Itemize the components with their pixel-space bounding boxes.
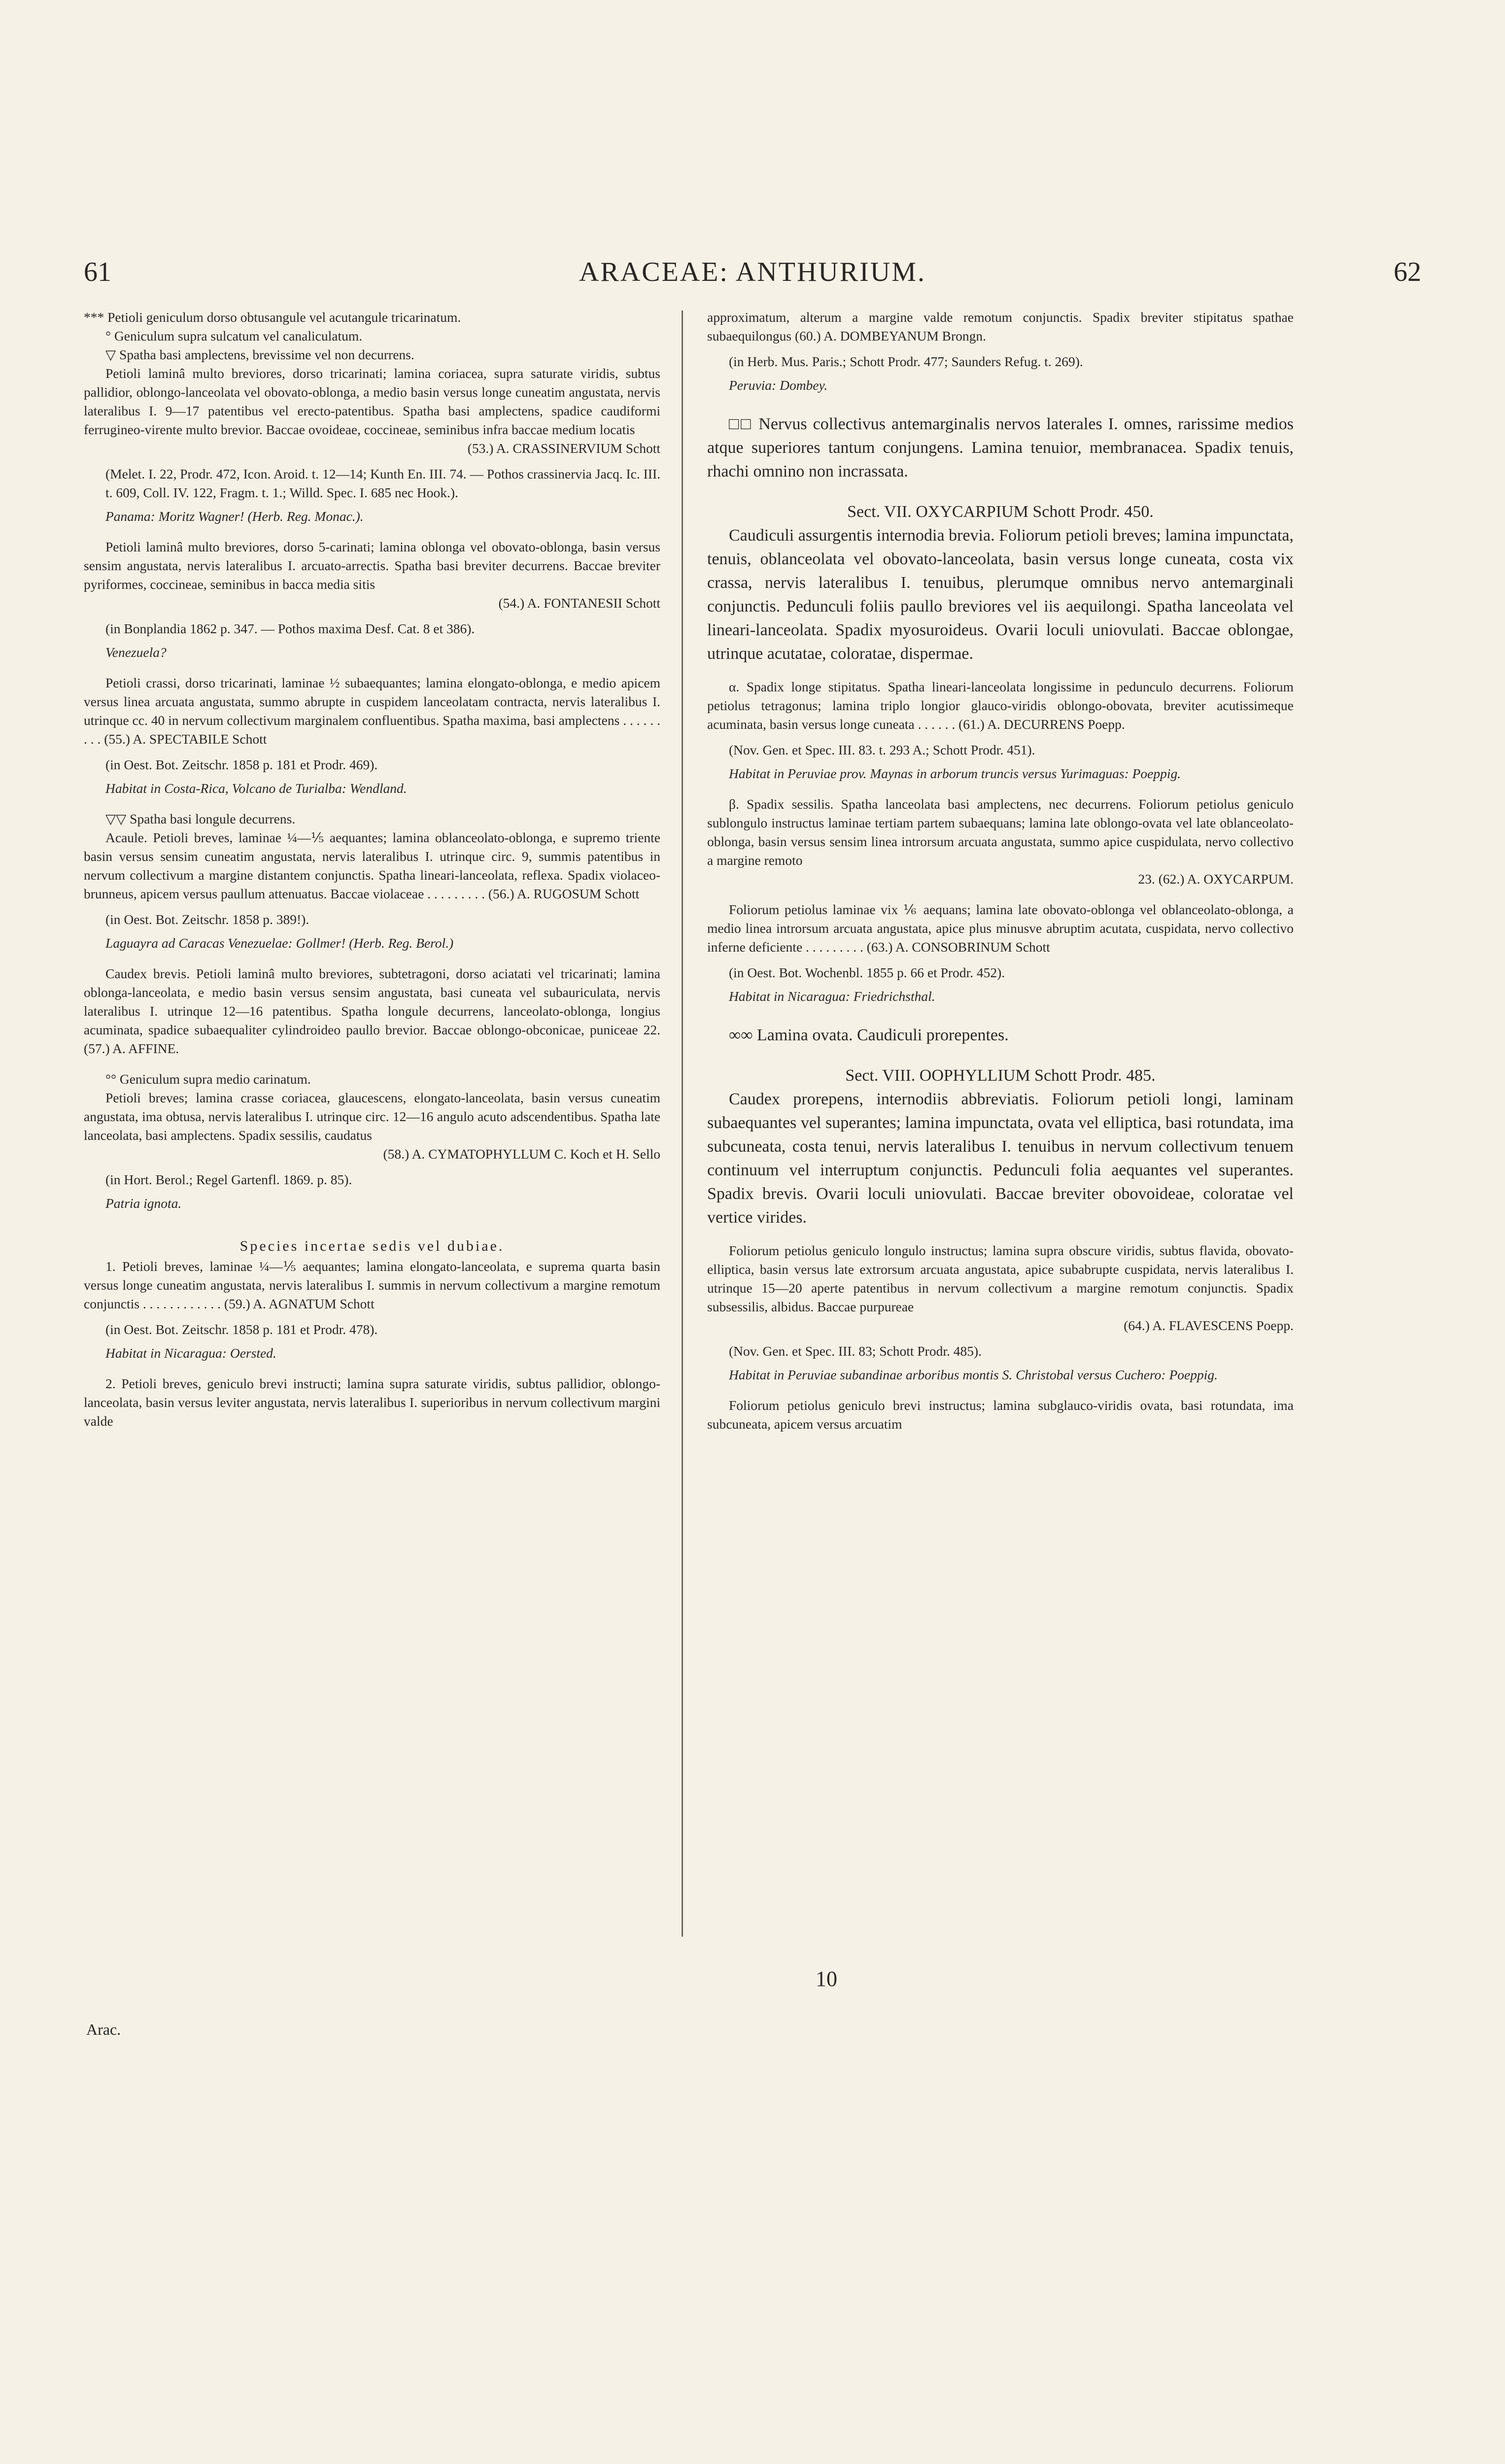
left-text-block: Caudex brevis. Petioli laminâ multo breviores, subtetragoni, dorso aciatati vel tricarinati; lamina oblonga-lanceolata, e medio basin versus sensim angustata, basi cuneata vel subauriculata, nervis lateralibus I. utrinque 12—16 patentibus. Spatha longule decurrens, lanceolato-oblonga, longius acuminata, spadice subaequaliter cylindroideo paullo brevior. Baccae oblongo-obconicae, puniceae 22. (57.) A. AFFINE. [84, 966, 660, 1056]
right-text-block: Foliorum petiolus geniculo brevi instructus; lamina subglauco-viridis ovata, basi rotundata, ima subcuneata, apicem versus arcuatim [707, 1398, 1294, 1432]
right-text-block: Peruvia: Dombey. [729, 377, 828, 393]
right-text-block: (Nov. Gen. et Spec. III. 83; Schott Prodr. 485). [729, 1343, 982, 1359]
right-text-block: (64.) A. FLAVESCENS Poepp. [1124, 1318, 1294, 1333]
right-text-block: Foliorum petiolus geniculo longulo instructus; lamina supra obscure viridis, subtus flavida, obovato-elliptica, basin versus late extrorsum arcuata angustata, apice subabrupte cuspidata, nervis lateralibus I. utrinque 15—20 aperte patentibus in nervum collectivum a margine remotum conjunctis. Spadix subsessilis, albidus. Baccae purpureae [707, 1243, 1294, 1314]
left-text-block: (in Oest. Bot. Zeitschr. 1858 p. 181 et Prodr. 469). [105, 757, 378, 772]
left-text-block: 2. Petioli breves, geniculo brevi instructi; lamina supra saturate viridis, subtus pallidior, oblongo-lanceolata, basin versus leviter angustata, nervis lateralibus I. superioribus in nervum collectivum margini valde [84, 1376, 660, 1429]
signature-mark: Arac. [86, 2020, 121, 2038]
right-text-block: approximatum, alterum a margine valde remotum conjunctis. Spadix breviter stipitatus spathae subaequilongus (60.) A. DOMBEYANUM Brongn. [707, 309, 1294, 343]
left-text-block: Acaule. Petioli breves, laminae ¼—⅕ aequantes; lamina oblanceolato-oblonga, e supremo triente basin versus sensim cuneatim angustata, nervis lateralibus I. utrinque circ. 9, summis patentibus in nervum collectivum a margine distantem conjunctis. Spatha lineari-lanceolata, reflexa. Spadix violaceo-brunneus, apicem versus paullum attenuatus. Baccae violaceae . . . . . . . . . (56.) A. RUGOSUM Schott [84, 830, 660, 901]
left-text-block: Petioli crassi, dorso tricarinati, laminae ½ subaequantes; lamina elongato-oblonga, e medio apicem versus linea arcuata angustata, summo abrupte in cuspidem lanceolatam contracta, nervis lateralibus I. utrinque cc. 40 in nervum collectivum marginalem confluentibus. Spatha maxima, basi amplectens . . . . . . . . . (55.) A. SPECTABILE Schott [84, 675, 660, 747]
left-column [84, 308, 660, 1431]
left-text-block: (54.) A. FONTANESII Schott [498, 595, 660, 611]
page-header [84, 256, 1421, 291]
left-text-block: 1. Petioli breves, laminae ¼—⅕ aequantes; lamina elongato-lanceolata, e suprema quarta basin versus longe cuneatim angustata, nervis lateralibus I. summis in nervum collectivum a margine remotum conjunctis . . . . . . . . . . . . (59.) A. AGNATUM Schott [84, 1259, 660, 1311]
right-text-block: (in Herb. Mus. Paris.; Schott Prodr. 477; Saunders Refug. t. 269). [729, 354, 1083, 369]
left-text-block: (in Hort. Berol.; Regel Gartenfl. 1869. p. 85). [105, 1172, 352, 1187]
left-text-block: Petioli laminâ multo breviores, dorso 5-carinati; lamina oblonga vel obovato-oblonga, basin versus sensim angustata, nervis lateralibus I. arcuato-arrectis. Spatha basi breviter decurrens. Baccae breviter pyriformes, coccineae, seminibus in bacca media sitis [84, 539, 660, 592]
right-column [707, 308, 1294, 1434]
right-text-block: □□ Nervus collectivus antemarginalis nervos laterales I. omnes, rarissime medios atque superiores tantum conjungens. Lamina tenuior, membranacea. Spadix tenuis, rhachi omnino non incrassata. [707, 415, 1294, 480]
page-number-right: 62 [1394, 257, 1421, 287]
column-divider [682, 310, 683, 1937]
right-text-block: Habitat in Nicaragua: Friedrichsthal. [729, 989, 935, 1004]
right-text-block: ∞∞ Lamina ovata. Caudiculi prorepentes. [729, 1026, 1009, 1044]
left-text-block: (Melet. I. 22, Prodr. 472, Icon. Aroid. t. 12—14; Kunth En. III. 74. — Pothos crassinervia Jacq. Ic. III. t. 609, Coll. IV. 122, Fragm. t. 1.; Willd. Spec. I. 685 nec Hook.). [105, 466, 660, 500]
left-text-block: Laguayra ad Caracas Venezuelae: Gollmer! (Herb. Reg. Berol.) [105, 935, 454, 951]
left-text-block: Venezuela? [105, 645, 167, 660]
left-text-block: Habitat in Costa-Rica, Volcano de Turialba: Wendland. [105, 781, 407, 796]
left-text-block: Patria ignota. [105, 1196, 182, 1211]
right-text-block: Caudex prorepens, internodiis abbreviatis. Foliorum petioli longi, laminam subaequantes vel superantes; lamina impunctata, ovata vel elliptica, basi rotundata, ima subcuneata, costa tenui, nervis lateralibus I. tenuibus in nervum collectivum tenuem continuum vel interruptum conjunctis. Pedunculi folia aequantes vel superantes. Spadix brevis. Ovarii loculi uniovulati. Baccae breviter obovoideae, coloratae vel vertice virides. [707, 1090, 1294, 1227]
sheet-number: 10 [816, 1967, 837, 1991]
left-text-block: Panama: Moritz Wagner! (Herb. Reg. Monac.). [105, 509, 364, 524]
left-text-block: (58.) A. CYMATOPHYLLUM C. Koch et H. Sello [383, 1146, 660, 1162]
right-text-block: α. Spadix longe stipitatus. Spatha lineari-lanceolata longissime in pedunculo decurrens. Foliorum petiolus tetragonus; lamina triplo longior glauco-viridis oblongo-obovata, breviter acutissimeque acuminata, basin versus longe cuneata . . . . . . (61.) A. DECURRENS Poepp. [707, 679, 1294, 732]
left-text-block: ▽ Spatha basi amplectens, brevissime vel non decurrens. [105, 347, 414, 362]
left-text-block: Habitat in Nicaragua: Oersted. [105, 1345, 276, 1361]
left-text-block: (in Bonplandia 1862 p. 347. — Pothos maxima Desf. Cat. 8 et 386). [105, 621, 475, 636]
left-text-block: Petioli laminâ multo breviores, dorso tricarinati; lamina coriacea, supra saturate viridis, subtus pallidior, oblongo-lanceolata vel obovato-oblonga, a medio basin versus longe cuneatim angustata, nervis lateralibus I. 9—17 patentibus vel erecto-patentibus. Spatha basi amplectens, spadice caudiformi ferrugineo-virente multo brevior. Baccae ovoideae, coccineae, seminibus infra baccae medium locatis [84, 366, 660, 437]
right-text-block: Habitat in Peruviae prov. Maynas in arborum truncis versus Yurimaguas: Poeppig. [729, 766, 1181, 781]
running-title: ARACEAE: ANTHURIUM. [579, 257, 926, 287]
left-text-block: ° Geniculum supra sulcatum vel canaliculatum. [105, 328, 363, 343]
right-text-block: (Nov. Gen. et Spec. III. 83. t. 293 A.; Schott Prodr. 451). [729, 742, 1035, 757]
left-text-block: (in Oest. Bot. Zeitschr. 1858 p. 389!). [105, 912, 309, 927]
left-text-block: °° Geniculum supra medio carinatum. [105, 1071, 311, 1087]
left-text-block: (53.) A. CRASSINERVIUM Schott [467, 441, 660, 456]
left-text-block: Species incertae sedis vel dubiae. [239, 1238, 505, 1254]
left-text-block: Petioli breves; lamina crasse coriacea, glaucescens, elongato-lanceolata, basin versus cuneatim angustata, ima obtusa, nervis lateralibus I. utrinque circ. 12—16 angulo acuto adscendentibus. Spatha late lanceolata, basi amplectens. Spadix sessilis, caudatus [84, 1090, 660, 1143]
right-text-block: β. Spadix sessilis. Spatha lanceolata basi amplectens, nec decurrens. Foliorum petiolus geniculo sublongulo instructus laminae tertiam partem subaequans; lamina late oblongo-ovata vel late oblanceolato-oblonga, basin versus sensim linea introrsum arcuata angustata, summo apice cuspidulata, nervo collectivo a margine remoto [707, 796, 1294, 868]
right-text-block: Sect. VIII. OOPHYLLIUM Schott Prodr. 485. [845, 1066, 1156, 1085]
left-text-block: *** Petioli geniculum dorso obtusangule vel acutangule tricarinatum. [84, 309, 461, 325]
page-number-left: 61 [84, 257, 111, 287]
right-text-block: Habitat in Peruviae subandinae arboribus montis S. Christobal versus Cuchero: Poeppig. [729, 1367, 1218, 1382]
right-text-block: Caudiculi assurgentis internodia brevia. Foliorum petioli breves; lamina impunctata, tenuis, oblanceolata vel obovato-lanceolata, basin versus longe cuneata, costa vix crassa, nervis lateralibus I. tenuibus, plerumque omnibus nervo antemarginali conjunctis. Pedunculi foliis paullo breviores vel iis aequilongi. Spatha lanceolata vel lineari-lanceolata. Spadix myosuroideus. Ovarii loculi uniovulati. Baccae oblongae, utrinque acutatae, coloratae, dispermae. [707, 526, 1294, 663]
right-text-block: (in Oest. Bot. Wochenbl. 1855 p. 66 et Prodr. 452). [729, 965, 1005, 980]
right-text-block: Sect. VII. OXYCARPIUM Schott Prodr. 450. [847, 503, 1154, 521]
right-text-block: Foliorum petiolus laminae vix ⅙ aequans; lamina late obovato-oblonga vel oblanceolato-oblonga, a medio linea introrsum arcuata angustata, apice plus minusve abruptim acutata, cuspidata, nervo collectivo inferne deficiente . . . . . . . . . (63.) A. CONSOBRINUM Schott [707, 902, 1294, 955]
left-text-block: (in Oest. Bot. Zeitschr. 1858 p. 181 et Prodr. 478). [105, 1322, 378, 1337]
right-text-block: 23. (62.) A. OXYCARPUM. [1138, 871, 1294, 887]
left-text-block: ▽▽ Spatha basi longule decurrens. [105, 811, 296, 826]
